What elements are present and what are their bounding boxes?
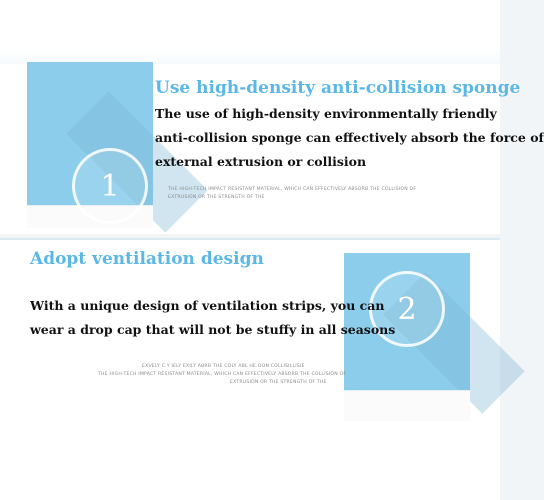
section1-small-text bbox=[168, 186, 416, 202]
section1-small-line: THE HIGH-TECH IMPACT RESISTANT MATERIAL, WHICH CAN EFFECTIVELY ABSORB THE COLLISION OF bbox=[168, 187, 417, 192]
section1-card bbox=[27, 62, 153, 228]
section1-heading: Use high-density anti-collision sponge bbox=[155, 78, 521, 98]
section1-body bbox=[155, 102, 544, 174]
section1-body-line: external extrusion or collision bbox=[155, 154, 367, 169]
section2-small-line: EXVELY C.Y IELY EXILY ABRB THE COLY ABL HE.OON COLLISILLISIE bbox=[142, 364, 305, 369]
section1-body-line: anti-collision sponge can effectively absorb the force of bbox=[155, 130, 544, 145]
section1-small-line: EXTRUSION OR THE STRENGTH OF THE bbox=[168, 195, 265, 200]
section2-small-line: EXTRUSION OR THE STRENGTH OF THE bbox=[230, 380, 327, 385]
section2-heading: Adopt ventilation design bbox=[30, 249, 264, 269]
section2-body-line: With a unique design of ventilation strips, you can bbox=[30, 298, 385, 313]
section2-small-text bbox=[98, 363, 346, 387]
section1-body-line: The use of high-density environmentally friendly bbox=[155, 106, 497, 121]
number-badge-1: 1 bbox=[72, 148, 148, 224]
section2-small-line: THE HIGH-TECH IMPACT RESISTANT MATERIAL, WHICH CAN EFFECTIVELY ABSORB THE COLLISION OF bbox=[98, 372, 347, 377]
number-badge-2: 2 bbox=[369, 271, 445, 347]
section2-body-line: wear a drop cap that will not be stuffy in all seasons bbox=[30, 322, 396, 337]
section2-body bbox=[30, 294, 395, 342]
